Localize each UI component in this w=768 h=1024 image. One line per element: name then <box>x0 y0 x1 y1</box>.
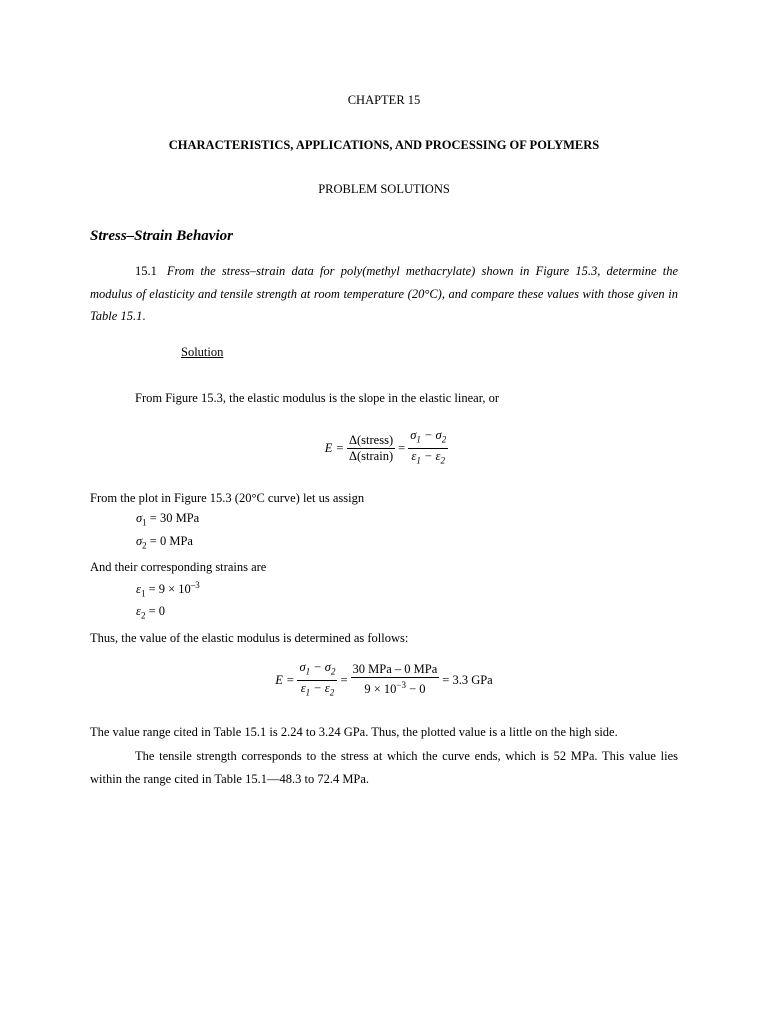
sigma1-value: $\sigma_1 = 30$ MPa <box>136 511 200 528</box>
problem-solutions-heading: PROBLEM SOLUTIONS <box>318 182 450 196</box>
fraction-numeric: $\frac{\text{30 MPa – 0 MPa}}{9 \times 10^{-3} - 0}$ <box>352 662 438 697</box>
fraction-stress-strain: $\frac{\text{Δ(stress)}}{\text{Δ(strain)}}$ <box>348 432 394 463</box>
range-comparison-text: The value range cited in Table 15.1 is 2.24 to 3.24 GPa. Thus, the plotted value is a little on the high side. <box>90 725 618 739</box>
assign-intro: From the plot in Figure 15.3 (20°C curve) let us assign <box>90 491 365 505</box>
modulus-result: = 3.3 GPa <box>442 672 493 687</box>
problem-statement: 15.1 From the stress–strain data for poly(methyl methacrylate) shown in Figure 15.3, determine the modulus of elasticity and tensile strength at room temperature (20°C), and compare these values with those given in Table 15.1. <box>90 264 678 323</box>
chapter-label: CHAPTER 15 <box>347 93 421 107</box>
tensile-strength-paragraph: The tensile strength corresponds to the stress at which the curve ends, which is 52 MPa. This value lies within the range cited in Table 15.1—48.3 to 72.4 MPa. <box>90 749 678 786</box>
problem-text: From the stress–strain data for poly(methyl methacrylate) shown in Figure 15.3, determine the modulus of elasticity and tensile strength at room temperature (20°C), and compare these values with those given in Table 15.1 <box>90 264 678 323</box>
determination-text: Thus, the value of the elastic modulus is determined as follows: <box>90 631 409 645</box>
solution-label: Solution <box>181 345 224 359</box>
strains-intro: And their corresponding strains are <box>90 560 267 574</box>
solution-intro: From Figure 15.3, the elastic modulus is the slope in the elastic linear, or <box>135 391 500 405</box>
equation-modulus-result: E = $\frac{\sigma_1 - \sigma_2}{\varepsilon_1 - \varepsilon_2}$ = $\frac{\text{30 MPa – 0 MPa}}{9 \times 10^{-3} - 0}$ = 3.3 GPa <box>0 660 768 700</box>
problem-number: 15.1 <box>135 264 157 278</box>
sigma2-value: $\sigma_2 = 0$ MPa <box>136 534 193 551</box>
epsilon2-value: $\varepsilon_2 = 0$ <box>136 604 165 621</box>
epsilon1-value: $\varepsilon_1 = 9 \times 10^{-3}$ <box>136 580 200 599</box>
fraction-sigma-epsilon: $\frac{\sigma_1 - \sigma_2}{\varepsilon_1 - \varepsilon_2}$ <box>410 428 447 465</box>
equation-modulus-definition: E = $\frac{\text{Δ(stress)}}{\text{Δ(strain)}}$ = $\frac{\sigma_1 - \sigma_2}{\varepsilon_1 - \varepsilon_2}$ <box>0 428 768 468</box>
chapter-title: CHARACTERISTICS, APPLICATIONS, AND PROCESSING OF POLYMERS <box>168 138 600 152</box>
section-heading: Stress–Strain Behavior <box>90 228 233 244</box>
